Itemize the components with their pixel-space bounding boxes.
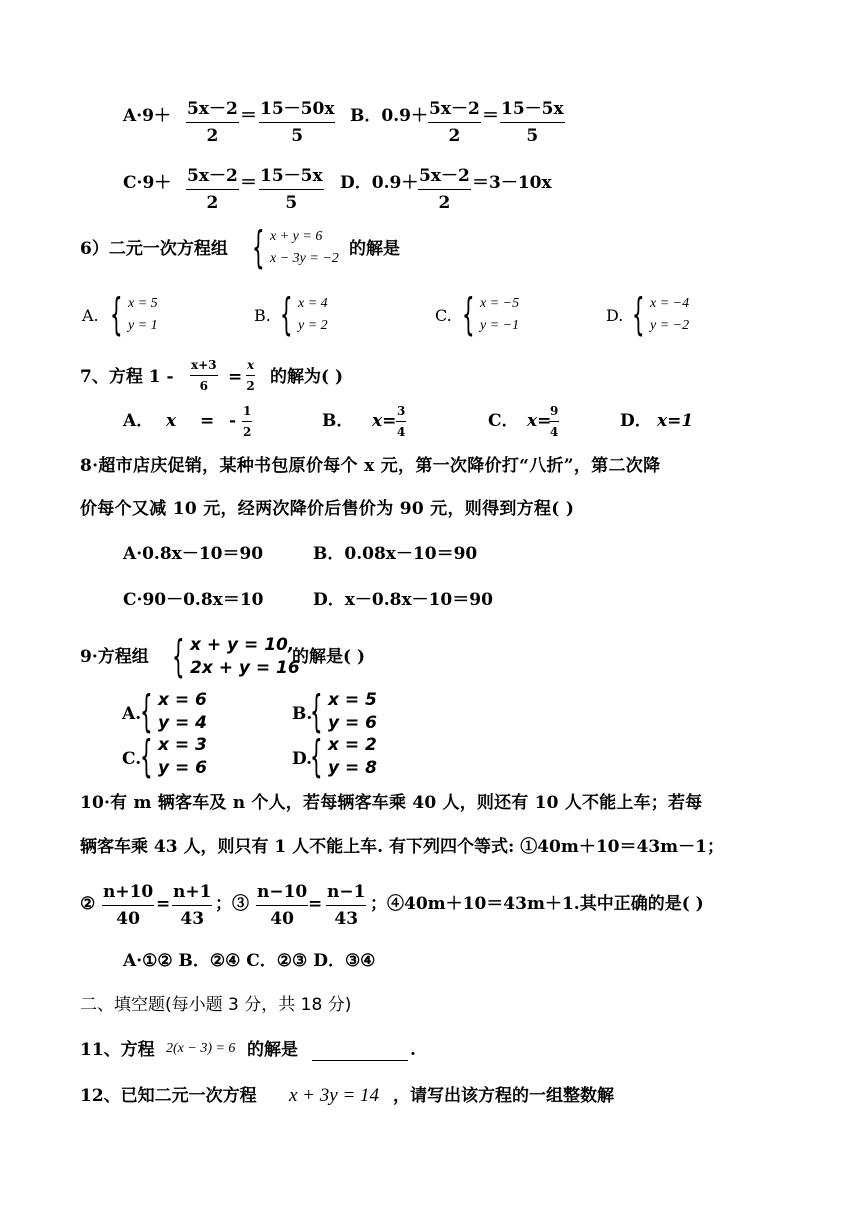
q5-b-fraction-2: $\frac{15-5x}{5}$ <box>500 94 565 146</box>
q6-option-b: { x = 4 y = 2 <box>280 289 328 340</box>
q7-option-c-fraction: $\frac{9}{4}$ <box>550 404 559 439</box>
q6-option-c: { x = −5 y = −1 <box>462 289 520 340</box>
q10-fraction-4: $\frac{n-1}{43}$ <box>327 882 366 929</box>
q7-option-d-label: D． <box>620 411 652 431</box>
q10-options: A·①② B．②④ C．②③ D．③④ <box>123 951 376 971</box>
q10-line-2: 辆客车乘 43 人，则只有 1 人不能上车. 有下列四个等式: ①40m＋10＝43m－1； <box>80 837 724 857</box>
q6-option-d: { x = −4 y = −2 <box>632 289 690 340</box>
q5-option-a-label: A·9＋ <box>123 106 171 126</box>
q7-option-b-label: B． <box>322 411 354 431</box>
q5-b-equals: ＝ <box>482 106 499 126</box>
q7-option-a-label: A． <box>123 411 154 431</box>
q11-equation: 2(x − 3) = 6 <box>166 1041 236 1056</box>
q9-option-c-label: C. <box>122 749 142 769</box>
q7-option-b-fraction: $\frac{3}{4}$ <box>397 404 406 439</box>
q9-system: { x + y = 10, 2x + y = 16 <box>172 630 300 682</box>
q9-stem: 9·方程组 <box>80 647 149 667</box>
q10-equals-1: = <box>156 894 171 914</box>
q10-line-3-tail: ；④40m＋10＝43m＋1.其中正确的是( ) <box>370 894 704 914</box>
q7-option-a-equals: = <box>200 411 215 431</box>
q12-equation: x + 3y = 14 <box>289 1085 380 1106</box>
q6-option-b-label: B. <box>254 306 271 325</box>
brace-icon: { <box>172 630 185 682</box>
q9-option-c: { x = 3 y = 6 <box>140 730 207 782</box>
q8-option-c: C·90－0.8x＝10 <box>123 590 264 610</box>
q8-option-d: D．x－0.8x－10＝90 <box>313 590 493 610</box>
q9-option-a: { x = 6 y = 4 <box>140 685 207 737</box>
q6-option-d-label: D. <box>606 306 624 325</box>
q7-option-d-x: x=1 <box>657 411 694 431</box>
q10-separator: ；③ <box>215 894 249 914</box>
q11-answer-blank[interactable] <box>312 1046 408 1061</box>
brace-icon: { <box>252 222 265 273</box>
q5-d-rest: ＝3－10x <box>472 173 552 193</box>
q5-d-fraction-1: $\frac{5x-2}{2}$ <box>418 161 471 213</box>
q5-c-equals: ＝ <box>240 173 257 193</box>
q8-option-b: B．0.08x－10＝90 <box>313 544 478 564</box>
q12-stem: 12、已知二元一次方程 <box>80 1086 257 1106</box>
q7-fraction-2: $\frac{x}{2}$ <box>246 358 255 393</box>
q7-equals: = <box>228 367 243 387</box>
q5-option-d-label: D．0.9＋ <box>340 173 419 193</box>
q7-option-a-fraction: $\frac{1}{2}$ <box>243 404 252 439</box>
q9-option-d-label: D. <box>292 749 313 769</box>
q11-period: . <box>410 1040 416 1060</box>
q5-a-equals: ＝ <box>240 106 257 126</box>
q12-stem-after: ，请写出该方程的一组整数解 <box>393 1086 614 1106</box>
q5-option-b-label: B．0.9＋ <box>350 106 428 126</box>
q5-a-fraction-1: $\frac{5x-2}{2}$ <box>186 94 239 146</box>
q7-option-b-x: x= <box>372 411 397 431</box>
q8-line-2: 价每个又减 10 元，经两次降价后售价为 90 元，则得到方程( ) <box>80 499 575 519</box>
q10-fraction-2: $\frac{n+1}{43}$ <box>173 882 212 929</box>
q5-c-fraction-2: $\frac{15-5x}{5}$ <box>259 161 324 213</box>
q7-stem-after: 的解为( ) <box>270 367 344 387</box>
section-title: 二、填空题(每小题 3 分，共 18 分) <box>80 995 352 1015</box>
q6-option-a-label: A. <box>82 306 99 325</box>
q5-option-c-label: C·9＋ <box>123 173 172 193</box>
q10-fraction-1: $\frac{n+10}{40}$ <box>103 882 154 929</box>
q7-stem: 7、方程 1 - <box>80 367 174 387</box>
q10-fraction-3: $\frac{n-10}{40}$ <box>257 882 308 929</box>
q10-circled-2: ② <box>80 894 96 914</box>
q11-stem-after: 的解是 <box>247 1040 298 1060</box>
q8-line-1: 8·超市店庆促销，某种书包原价每个 x 元，第一次降价打“八折”，第二次降 <box>80 456 661 476</box>
q10-line-1: 10·有 m 辆客车及 n 个人，若每辆客车乘 40 人，则还有 10 人不能上车；若每 <box>80 793 703 813</box>
q5-a-fraction-2: $\frac{15-50x}{5}$ <box>259 94 335 146</box>
q6-option-c-label: C. <box>435 306 452 325</box>
q7-option-a-x: x <box>166 411 177 431</box>
q9-option-a-label: A. <box>122 704 142 724</box>
q5-c-fraction-1: $\frac{5x-2}{2}$ <box>186 161 239 213</box>
q6-option-a: { x = 5 y = 1 <box>110 289 158 340</box>
q9-stem-after: 的解是( ) <box>292 647 366 667</box>
q9-option-b-label: B. <box>292 704 313 724</box>
q9-option-d: { x = 2 y = 8 <box>310 730 377 782</box>
q7-fraction-1: $\frac{x+3}{6}$ <box>191 358 217 393</box>
q7-option-c-x: x= <box>527 411 552 431</box>
q5-b-fraction-1: $\frac{5x-2}{2}$ <box>428 94 481 146</box>
q8-option-a: A·0.8x－10＝90 <box>123 544 264 564</box>
q7-option-a-sign: - <box>229 411 237 431</box>
q7-option-c-label: C． <box>488 411 519 431</box>
q6-system: { x + y = 6 x − 3y = −2 <box>252 222 339 273</box>
q10-equals-2: = <box>308 894 323 914</box>
q11-stem: 11、方程 <box>80 1040 155 1060</box>
q9-option-b: { x = 5 y = 6 <box>310 685 377 737</box>
q6-stem: 6）二元一次方程组 <box>80 239 228 259</box>
q6-stem-after: 的解是 <box>349 239 400 259</box>
